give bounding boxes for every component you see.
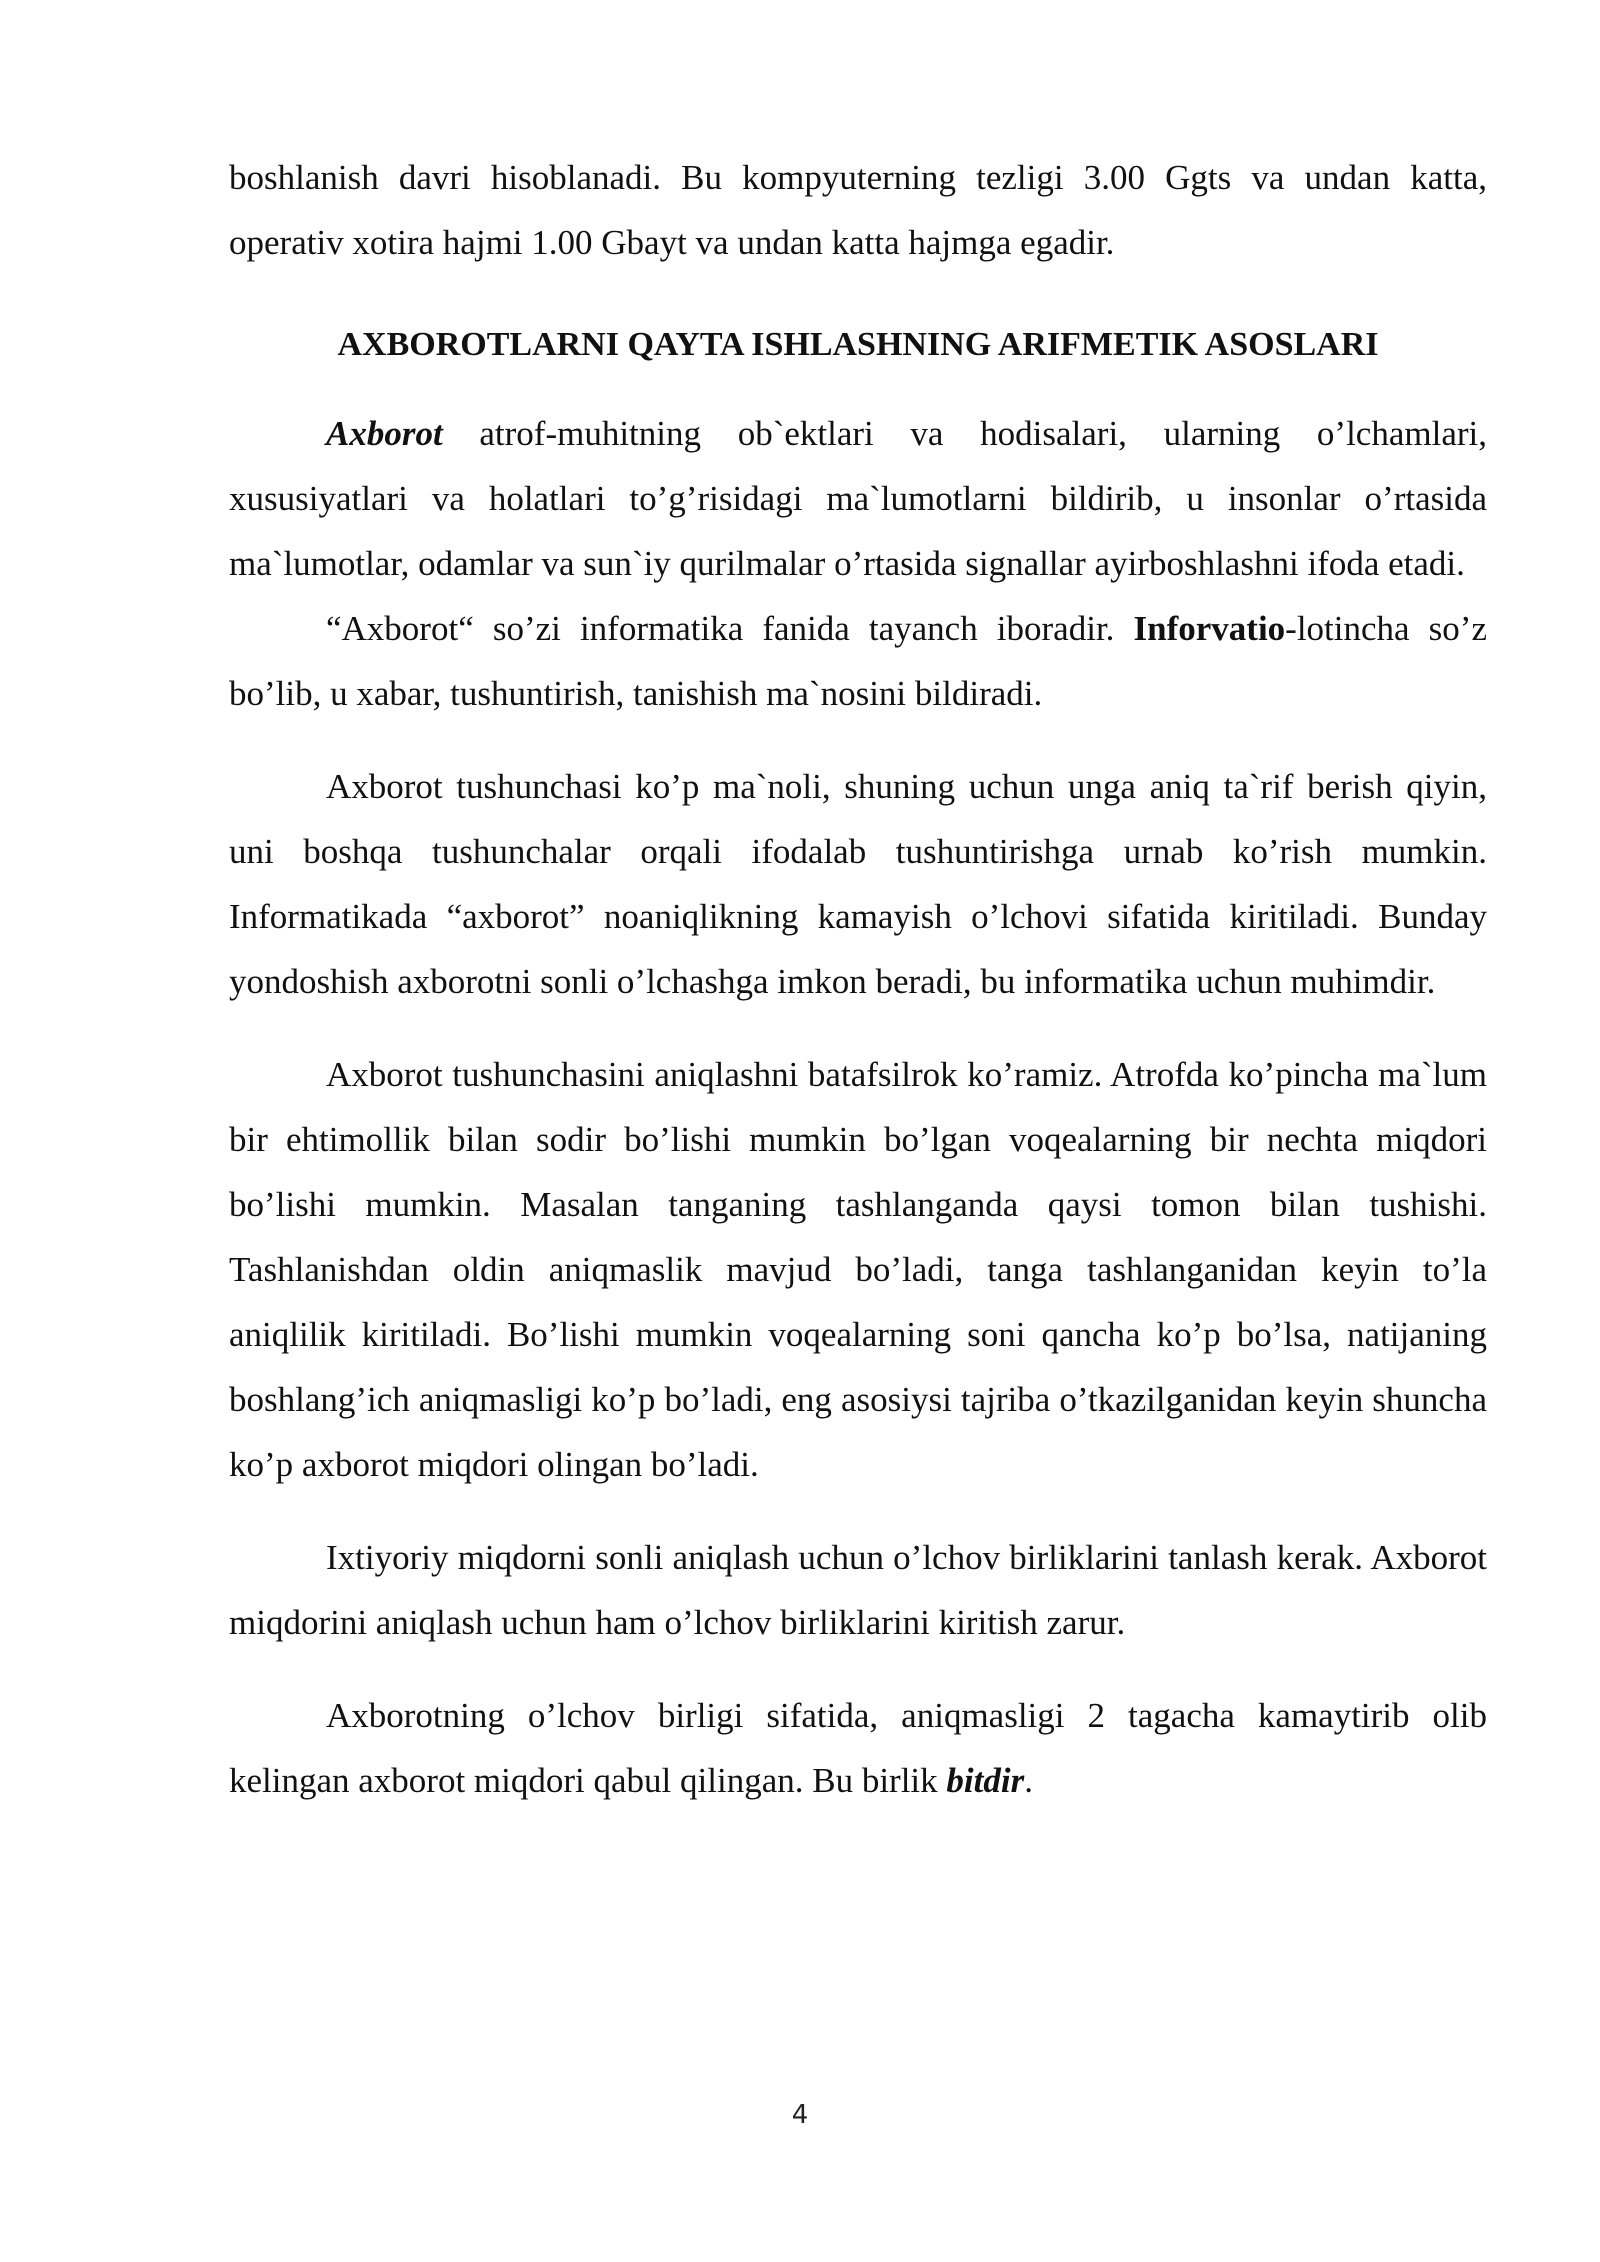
spacer bbox=[229, 726, 1487, 754]
paragraph-units: Ixtiyoriy miqdorni sonli aniqlash uchun o’lchov birliklarini tanlash kerak. Axborot miqdorini aniqlash uchun ham o’lchov birliklarini kiritish zarur. bbox=[229, 1538, 1487, 1642]
paragraph-text: “Axborot“ so’zi informatika fanida tayanch iboradir. bbox=[326, 609, 1134, 648]
paragraph-bit bbox=[229, 1683, 1487, 1813]
spacer bbox=[229, 1655, 1487, 1683]
section-heading: AXBOROTLARNI QAYTA ISHLASHNING ARIFMETIK ASOSLARI bbox=[337, 326, 1379, 363]
paragraph-text: . bbox=[1024, 1761, 1033, 1800]
term-bitdir: bitdir bbox=[946, 1761, 1025, 1800]
paragraph-text: atrof-muhitning ob`ektlari va hodisalari, ularning o’lchamlari, xususiyatlari va holatlari to’g’risidagi ma`lumotlarni bildirib, u insonlar o’rtasida ma`lumotlar, odamlar va sun`iy qurilmalar o’rtasida signallar ayirboshlashni ifoda etadi. bbox=[229, 414, 1487, 583]
spacer bbox=[229, 275, 1487, 325]
paragraph-coin-example: Axborot tushunchasini aniqlashni batafsilrok ko’ramiz. Atrofda ko’pincha ma`lum bir ehtimollik bilan sodir bo’lishi mumkin bo’lgan voqealarning bir nechta miqdori bo’lishi mumkin. Masalan tanganing tashlanganda qaysi tomon bilan tushishi. Tashlanishdan oldin aniqmaslik mavjud bo’ladi, tanga tashlanganidan keyin to’la aniqlilik kiritiladi. Bo’lishi mumkin voqealarning soni qancha ko’p bo’lsa, natijaning boshlang’ich aniqmasligi ko’p bo’ladi, eng asosiysi tajriba o’tkazilganidan keyin shuncha ko’p axborot miqdori olingan bo’ladi. bbox=[229, 1055, 1487, 1484]
paragraph-inforvatio bbox=[229, 596, 1487, 726]
paragraph-concept: Axborot tushunchasi ko’p ma`noli, shuning uchun unga aniq ta`rif berish qiyin, uni boshqa tushunchalar orqali ifodalab tushuntirishga urnab ko’rish mumkin. Informatikada “axborot” noaniqlikning kamayish o’lchovi sifatida kiritiladi. Bunday yondoshish axborotni sonli o’lchashga imkon beradi, bu informatika uchun muhimdir. bbox=[229, 767, 1487, 1001]
paragraph-axborot-definition bbox=[229, 401, 1487, 596]
page-number: 4 bbox=[791, 2100, 809, 2130]
paragraph-text: Axborotning o’lchov birligi sifatida, aniqmasligi 2 tagacha kamaytirib olib kelingan axborot miqdori qabul qilingan. Bu birlik bbox=[229, 1696, 1487, 1800]
intro-paragraph: boshlanish davri hisoblanadi. Bu kompyuterning tezligi 3.00 Ggts va undan katta, operativ xotira hajmi 1.00 Gbayt va undan katta hajmga egadir. bbox=[229, 158, 1487, 262]
spacer bbox=[229, 365, 1487, 401]
paragraph-text: -lotincha so’z bo’lib, u xabar, tushuntirish, tanishish ma`nosini bildiradi. bbox=[229, 609, 1487, 713]
spacer bbox=[229, 1497, 1487, 1525]
term-axborot: Axborot bbox=[326, 414, 443, 453]
term-inforvatio: Inforvatio bbox=[1133, 609, 1286, 648]
page-body bbox=[229, 145, 1487, 1813]
spacer bbox=[229, 1014, 1487, 1042]
